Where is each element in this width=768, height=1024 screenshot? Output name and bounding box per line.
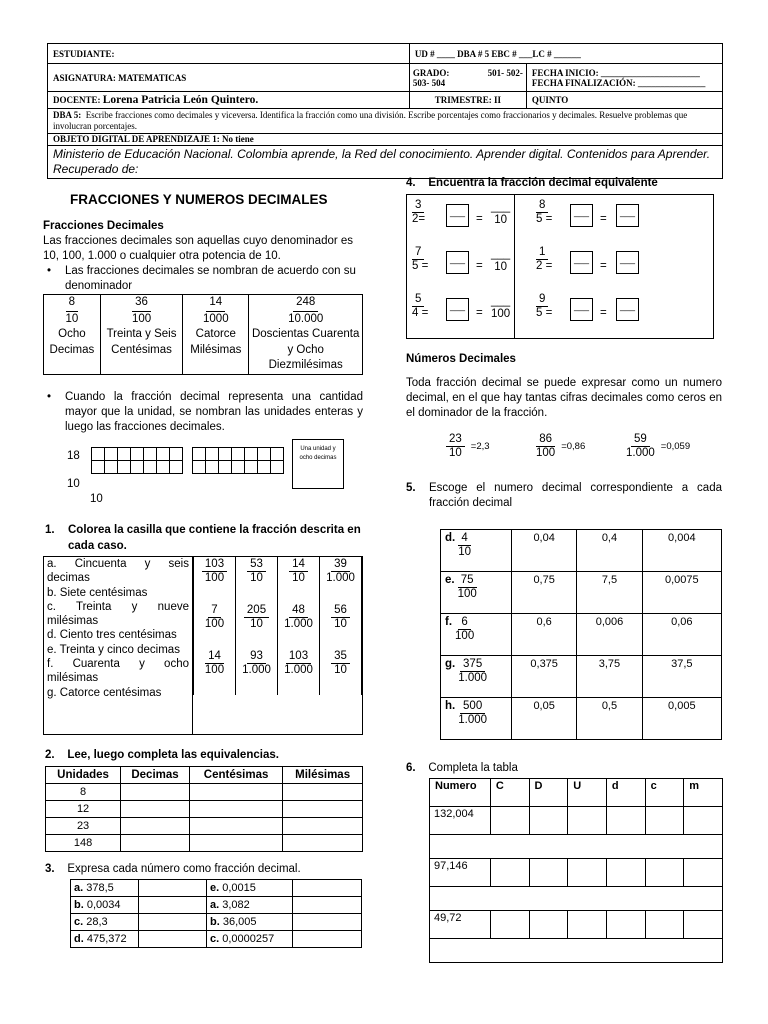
fraction-cell: f. $\frac{6}{100}$ [441,614,512,656]
q1-fraction-cell[interactable] [320,649,362,695]
grid-cell [104,460,118,474]
option-cell[interactable]: 0,05 [512,698,577,740]
q1-fraction-cell[interactable] [320,557,362,603]
column-header: Unidades [46,767,121,784]
option-cell[interactable]: 7,5 [577,572,642,614]
column-header: d [606,779,645,807]
grid-cell [205,460,219,474]
answer-cell[interactable] [568,859,607,887]
number-cell: c. 0,0000257 [207,931,293,948]
option-cell[interactable]: 0,5 [577,698,642,740]
equals-sign: = [600,213,607,225]
answer-box[interactable]: ___ [446,204,469,227]
decimal-numbers-definition: Toda fracción decimal se puede expresar como un numero decimal, en el que hay tantas cifras decimales como ceros en el dominador de la fracción. [406,377,722,419]
column-header: U [568,779,607,807]
answer-cell[interactable] [283,818,363,835]
answer-cell[interactable] [293,897,362,914]
number-cell: a. 3,082 [207,897,293,914]
option-cell[interactable]: 0,004 [642,530,721,572]
q1-fraction-cell[interactable] [236,603,278,649]
q1-fraction-cell[interactable] [236,649,278,695]
answer-cell[interactable] [283,801,363,818]
column-header: D [529,779,568,807]
decimal-expression-table [70,879,362,948]
answer-cell[interactable] [606,807,645,835]
table-row [46,784,363,801]
q1-fraction: $\frac{53}{10}$ [247,558,266,585]
fraction-name: Treinta y Seis Centésimas [106,328,177,356]
grid-cell [270,460,284,474]
equals-sign: = [600,307,607,319]
units-cell: 23 [46,818,121,835]
given-fraction: $\frac{7}{5 =}$ [412,246,429,273]
grid-cell [218,460,232,474]
decimal-choice-table [440,529,722,740]
decimal-fractions-definition: Las fracciones decimales son aquellas cuyo denominador es 10, 100, 1.000 o cualquier otra potencia de 10. [43,235,354,262]
q1-item: e. Treinta y cinco decimas [47,643,180,656]
grid-cell [218,447,232,461]
answer-cell[interactable] [283,835,363,852]
example-fraction: $\frac{59}{1.000}$ [626,433,655,460]
spacer-row [430,939,723,963]
given-fraction: $\frac{3}{2=}$ [412,199,426,226]
column-header: Numero [430,779,491,807]
answer-cell[interactable] [606,859,645,887]
equivalence-item [536,199,636,239]
given-fraction: $\frac{9}{5 =}$ [536,293,553,320]
grid-cell [270,447,284,461]
given-fraction: $\frac{8}{5 =}$ [536,199,553,226]
equivalence-item [412,293,512,333]
q1-item: c. Treinta y nueve milésimas [47,600,189,628]
fraction-name: Catorce Milésimas [190,328,242,356]
answer-cell[interactable] [139,931,207,948]
given-fraction: $\frac{4}{10}$ [458,532,472,559]
q1-fraction: $\frac{14}{100}$ [204,650,225,677]
trimester-field: TRIMESTRE: II [409,92,526,109]
answer-cell[interactable] [293,931,362,948]
q1-fraction-cell[interactable] [320,603,362,649]
question-1-table [43,556,363,735]
option-cell[interactable]: 0,6 [512,614,577,656]
answer-cell[interactable] [684,859,723,887]
answer-cell[interactable] [189,818,282,835]
answer-cell[interactable] [139,914,207,931]
column-header: C [490,779,529,807]
equivalences-table [45,766,363,852]
table-row [71,897,362,914]
equivalence-item [536,246,636,286]
answer-cell[interactable] [121,801,190,818]
header-table [47,43,723,179]
equals-sign: = [476,307,483,319]
grid-cell [117,460,131,474]
grid-cell [257,447,271,461]
units-cell: 8 [46,784,121,801]
table-row [46,835,363,852]
q1-fraction: $\frac{35}{10}$ [331,650,350,677]
table-row [430,807,723,835]
q1-fraction: $\frac{7}{100}$ [204,604,225,631]
question-5: 5. Escoge el numero decimal correspondiente a cada fracción decimal [406,482,722,509]
dba-field: DBA 5: Escribe fracciones como decimales y viceversa. Identifica la fracción como una división. Escribe porcentajes como fraccionarios y decimales. Resuelve problemas que involucran porcentajes. [48,109,723,134]
grid-cell [257,460,271,474]
option-cell[interactable]: 0,06 [642,614,721,656]
q1-fraction-cell[interactable] [194,557,236,603]
answer-cell[interactable] [645,911,684,939]
given-fraction: $\frac{500}{1.000}$ [458,700,488,727]
grid-denominator: 10 [67,478,80,490]
answer-cell[interactable] [529,807,568,835]
q1-fraction: $\frac{205}{10}$ [244,604,269,631]
example-value: =0,86 [561,441,586,453]
answer-cell[interactable] [121,818,190,835]
answer-box[interactable]: ___ [570,204,593,227]
column-header: Milésimas [283,767,363,784]
column-header: m [684,779,723,807]
fraction-cell: h. $\frac{500}{1.000}$ [441,698,512,740]
table-row [430,911,723,939]
student-field[interactable]: ESTUDIANTE: [48,44,410,64]
dates-field: FECHA INICIO: ______________________ FECHA FINALIZACIÓN: _______________ [526,64,722,92]
grid-cell [231,447,245,461]
example-value: =2,3 [470,441,490,453]
grid-cell [117,447,131,461]
example-fraction: $\frac{14}{1000}$ [203,296,229,325]
q1-fraction: $\frac{39}{1.000}$ [326,558,355,585]
q1-fraction-cell[interactable] [236,557,278,603]
answer-box[interactable]: ___ [616,204,639,227]
table-row [430,859,723,887]
answer-cell[interactable] [189,801,282,818]
answer-cell[interactable] [529,911,568,939]
place-value-table [429,778,723,963]
question-1: 1. Colorea la casilla que contiene la fracción descrita en cada caso. [45,524,361,552]
number-cell: 97,146 [430,859,491,887]
column-header: c [645,779,684,807]
given-fraction: $\frac{6}{100}$ [455,616,475,643]
example [446,433,490,460]
table-row [71,914,362,931]
question-3: 3. Expresa cada número como fracción decimal. [45,863,301,875]
examples-row [446,433,716,463]
grid-numerator: 18 [67,450,80,462]
q1-fraction: $\frac{56}{10}$ [331,604,350,631]
fraction-name-cell [249,295,363,375]
q1-fraction-cell[interactable] [194,649,236,695]
grid-cell [143,447,157,461]
option-cell[interactable]: 37,5 [642,656,721,698]
q1-fraction-cell[interactable] [278,649,320,695]
q1-fraction-cell[interactable] [278,557,320,603]
grid-cell [143,460,157,474]
number-cell: 132,004 [430,807,491,835]
grade-field: GRADO: 501- 502- 503- 504 [409,64,526,92]
grid-cell [192,447,206,461]
q1-item: b. Siete centésimas [47,586,148,599]
example-fraction: $\frac{8}{10}$ [65,296,79,325]
spacer-row [430,887,723,911]
fraction-name: Doscientas Cuarenta y Ocho Diezmilésimas [251,328,360,371]
fraction-cell: g. $\frac{375}{1.000}$ [441,656,512,698]
equals-sign: = [476,260,483,272]
option-cell[interactable]: 3,75 [577,656,642,698]
equivalence-item [536,293,636,333]
grade-level-field: QUINTO [526,92,722,109]
fraction-name-cell [183,295,249,375]
example [626,433,690,460]
naming-rule: • Las fracciones decimales se nombran de acuerdo con su denominador [43,264,363,294]
q1-item: d. Ciento tres centésimas [47,629,177,642]
answer-cell[interactable] [121,835,190,852]
grid-cell [104,447,118,461]
given-fraction: $\frac{375}{1.000}$ [458,658,488,685]
grid-cell [205,447,219,461]
answer-cell[interactable] [568,807,607,835]
fraction-name-cell [100,295,183,375]
grid-cell [231,460,245,474]
answer-cell[interactable] [684,807,723,835]
option-cell[interactable]: 0,04 [512,530,577,572]
spacer-row [430,835,723,859]
equivalent-fraction-box [406,194,714,339]
answer-box[interactable]: ___ [446,251,469,274]
tenths-grid [192,448,292,474]
grid-cell [169,447,183,461]
q1-item: g. Catorce centésimas [47,686,162,699]
answer-cell[interactable] [490,911,529,939]
answer-cell[interactable] [684,911,723,939]
q1-fraction-cell[interactable] [194,603,236,649]
question-4: 4. Encuentra la fracción decimal equivalente [406,177,658,189]
option-cell[interactable]: 0,0075 [642,572,721,614]
example-fraction: $\frac{248}{10.000}$ [288,296,324,325]
q1-fraction: $\frac{48}{1.000}$ [284,604,313,631]
result-fraction: ___ 10 [491,201,511,227]
answer-cell[interactable] [529,859,568,887]
number-cell: b. 36,005 [207,914,293,931]
decimal-fractions-section [43,219,363,294]
units-cell: 12 [46,801,121,818]
fraction-name-cell [44,295,101,375]
answer-cell[interactable] [645,859,684,887]
q1-fraction: $\frac{103}{100}$ [202,558,227,585]
grid-cell [244,460,258,474]
table-row [46,818,363,835]
table-row [441,614,722,656]
option-cell[interactable]: 0,4 [577,530,642,572]
table-row [441,530,722,572]
q1-item: a. Cincuenta y seis decimas [47,558,189,585]
fraction-cell: d. $\frac{4}{10}$ [441,530,512,572]
q1-fraction-cell[interactable] [278,603,320,649]
reference-field: Ministerio de Educación Nacional. Colombia aprende, la Red del conocimiento. Aprender digital. Contenidos para Aprender. Recuperado de: [48,146,723,179]
example-fraction: $\frac{23}{10}$ [446,433,465,460]
table-row [71,880,362,897]
answer-cell[interactable] [189,784,282,801]
grid-cell [244,447,258,461]
q1-fraction: $\frac{103}{1.000}$ [284,650,313,677]
example-fraction: $\frac{86}{100}$ [536,433,556,460]
units-cell: 148 [46,835,121,852]
column-header: Centésimas [189,767,282,784]
equivalence-item [412,246,512,286]
grid-cell [156,447,170,461]
digital-object-field: OBJETO DIGITAL DE APRENDIZAJE 1: No tiene [48,134,723,146]
answer-cell[interactable] [490,859,529,887]
mixed-rule: • Cuando la fracción decimal representa una cantidad mayor que la unidad, se nombran las unidades enteras y luego las fracciones decimales. [43,390,363,435]
example-fraction: $\frac{36}{100}$ [131,296,152,325]
decimal-fractions-subtitle: Fracciones Decimales [43,220,164,232]
equals-sign: = [600,260,607,272]
result-fraction: ___ 10 [491,248,511,274]
decimal-numbers-section [406,352,722,421]
given-fraction: $\frac{5}{4 =}$ [412,293,429,320]
equals-sign: = [476,213,483,225]
grid-cell [130,460,144,474]
unit-grid [91,448,191,474]
subject-field: ASIGNATURA: MATEMATICAS [48,64,410,92]
number-cell: c. 28,3 [71,914,139,931]
example [536,433,585,460]
option-cell[interactable]: 0,006 [577,614,642,656]
answer-box[interactable]: ___ [616,298,639,321]
answer-box[interactable]: ___ [446,298,469,321]
grid-cell [130,447,144,461]
table-row [71,931,362,948]
answer-cell[interactable] [189,835,282,852]
question-2: 2. Lee, luego completa las equivalencias. [45,749,279,761]
answer-cell[interactable] [490,807,529,835]
given-fraction: $\frac{1}{2 =}$ [536,246,553,273]
answer-cell[interactable] [139,880,207,897]
grid-cell [91,447,105,461]
column-header: Decimas [121,767,190,784]
number-cell: d. 475,372 [71,931,139,948]
answer-cell[interactable] [121,784,190,801]
option-cell[interactable]: 0,005 [642,698,721,740]
answer-cell[interactable] [293,880,362,897]
q1-fraction: $\frac{93}{1.000}$ [242,650,271,677]
q1-fraction: $\frac{14}{10}$ [289,558,308,585]
grid-cell [169,460,183,474]
table-row [441,572,722,614]
number-cell: e. 0,0015 [207,880,293,897]
option-cell[interactable]: 0,375 [512,656,577,698]
fraction-cell: e. $\frac{75}{100}$ [441,572,512,614]
table-row [441,698,722,740]
answer-cell[interactable] [606,911,645,939]
answer-cell[interactable] [568,911,607,939]
grid-cell [192,460,206,474]
answer-box[interactable]: ___ [570,298,593,321]
answer-cell[interactable] [139,897,207,914]
teacher-field: DOCENTE: Lorena Patricia León Quintero. [48,92,410,109]
question-6: 6. Completa la tabla [406,762,518,774]
decimal-numbers-subtitle: Números Decimales [406,353,516,365]
equivalence-item [412,199,512,239]
table-row [441,656,722,698]
q1-item: f. Cuarenta y ocho milésimas [47,658,189,685]
ud-field: UD # ____ DBA # 5 EBC # ___LC # ______ [409,44,722,64]
option-cell[interactable]: 0,75 [512,572,577,614]
grid-cell [91,460,105,474]
grid-note: Una unidad y ocho decimas [292,439,344,489]
fraction-name: Ocho Decimas [49,328,95,356]
given-fraction: $\frac{75}{100}$ [457,574,477,601]
fraction-names-table [43,294,363,375]
example-value: =0,059 [660,441,691,453]
result-fraction: ___ 100 [491,295,511,321]
answer-box[interactable]: ___ [616,251,639,274]
grid-cell [156,460,170,474]
grid-denominator-2: 10 [90,493,103,505]
number-cell: a. 378,5 [71,880,139,897]
answer-cell[interactable] [283,784,363,801]
left-title: FRACCIONES Y NUMEROS DECIMALES [70,192,328,207]
number-cell: 49,72 [430,911,491,939]
answer-box[interactable]: ___ [570,251,593,274]
grid-example [67,440,357,510]
number-cell: b. 0,0034 [71,897,139,914]
table-row [46,801,363,818]
answer-cell[interactable] [293,914,362,931]
answer-cell[interactable] [645,807,684,835]
